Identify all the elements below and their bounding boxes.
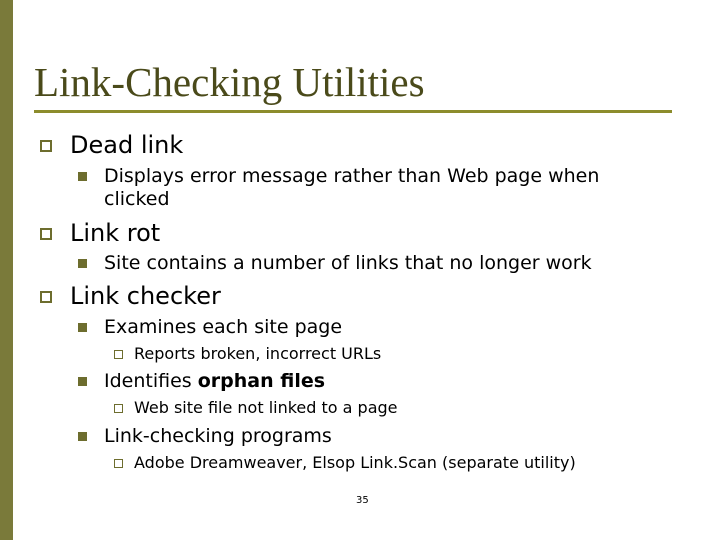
page-number: 35 — [356, 495, 369, 506]
bullet-dead-link-desc — [104, 165, 599, 211]
bullet-identifies-bold: orphan files — [197, 370, 326, 392]
slide-title: Link-Checking Utilities — [34, 59, 425, 105]
bullet-dead-link: Dead link — [70, 131, 184, 159]
bullet-link-checker: Link checker — [70, 282, 221, 310]
bullet-link-rot-desc: Site contains a number of links that no longer work — [104, 252, 592, 274]
open-square-bullet-icon — [114, 350, 123, 359]
bullet-examines: Examines each site page — [104, 316, 343, 338]
bullet-dead-link-desc-line2: clicked — [104, 188, 170, 210]
slide-sidebar-accent — [0, 0, 13, 540]
bullet-identifies-prefix: Identifies — [104, 370, 198, 392]
filled-square-bullet-icon — [78, 432, 87, 441]
open-square-bullet-icon — [40, 291, 52, 303]
bullet-identifies — [104, 370, 325, 393]
bullet-link-rot: Link rot — [70, 219, 161, 247]
open-square-bullet-icon — [40, 228, 52, 240]
filled-square-bullet-icon — [78, 259, 87, 268]
filled-square-bullet-icon — [78, 172, 87, 181]
bullet-reports-broken: Reports broken, incorrect URLs — [134, 344, 382, 363]
open-square-bullet-icon — [40, 140, 52, 152]
open-square-bullet-icon — [114, 459, 123, 468]
filled-square-bullet-icon — [78, 323, 87, 332]
bullet-adobe-dreamweaver: Adobe Dreamweaver, Elsop Link.Scan (separate utility) — [134, 453, 576, 472]
open-square-bullet-icon — [114, 404, 123, 413]
bullet-link-checking-programs: Link-checking programs — [104, 425, 332, 447]
filled-square-bullet-icon — [78, 377, 87, 386]
bullet-dead-link-desc-line1: Displays error message rather than Web page when — [104, 165, 600, 187]
title-divider — [34, 110, 672, 113]
bullet-web-site-file: Web site file not linked to a page — [134, 398, 398, 417]
